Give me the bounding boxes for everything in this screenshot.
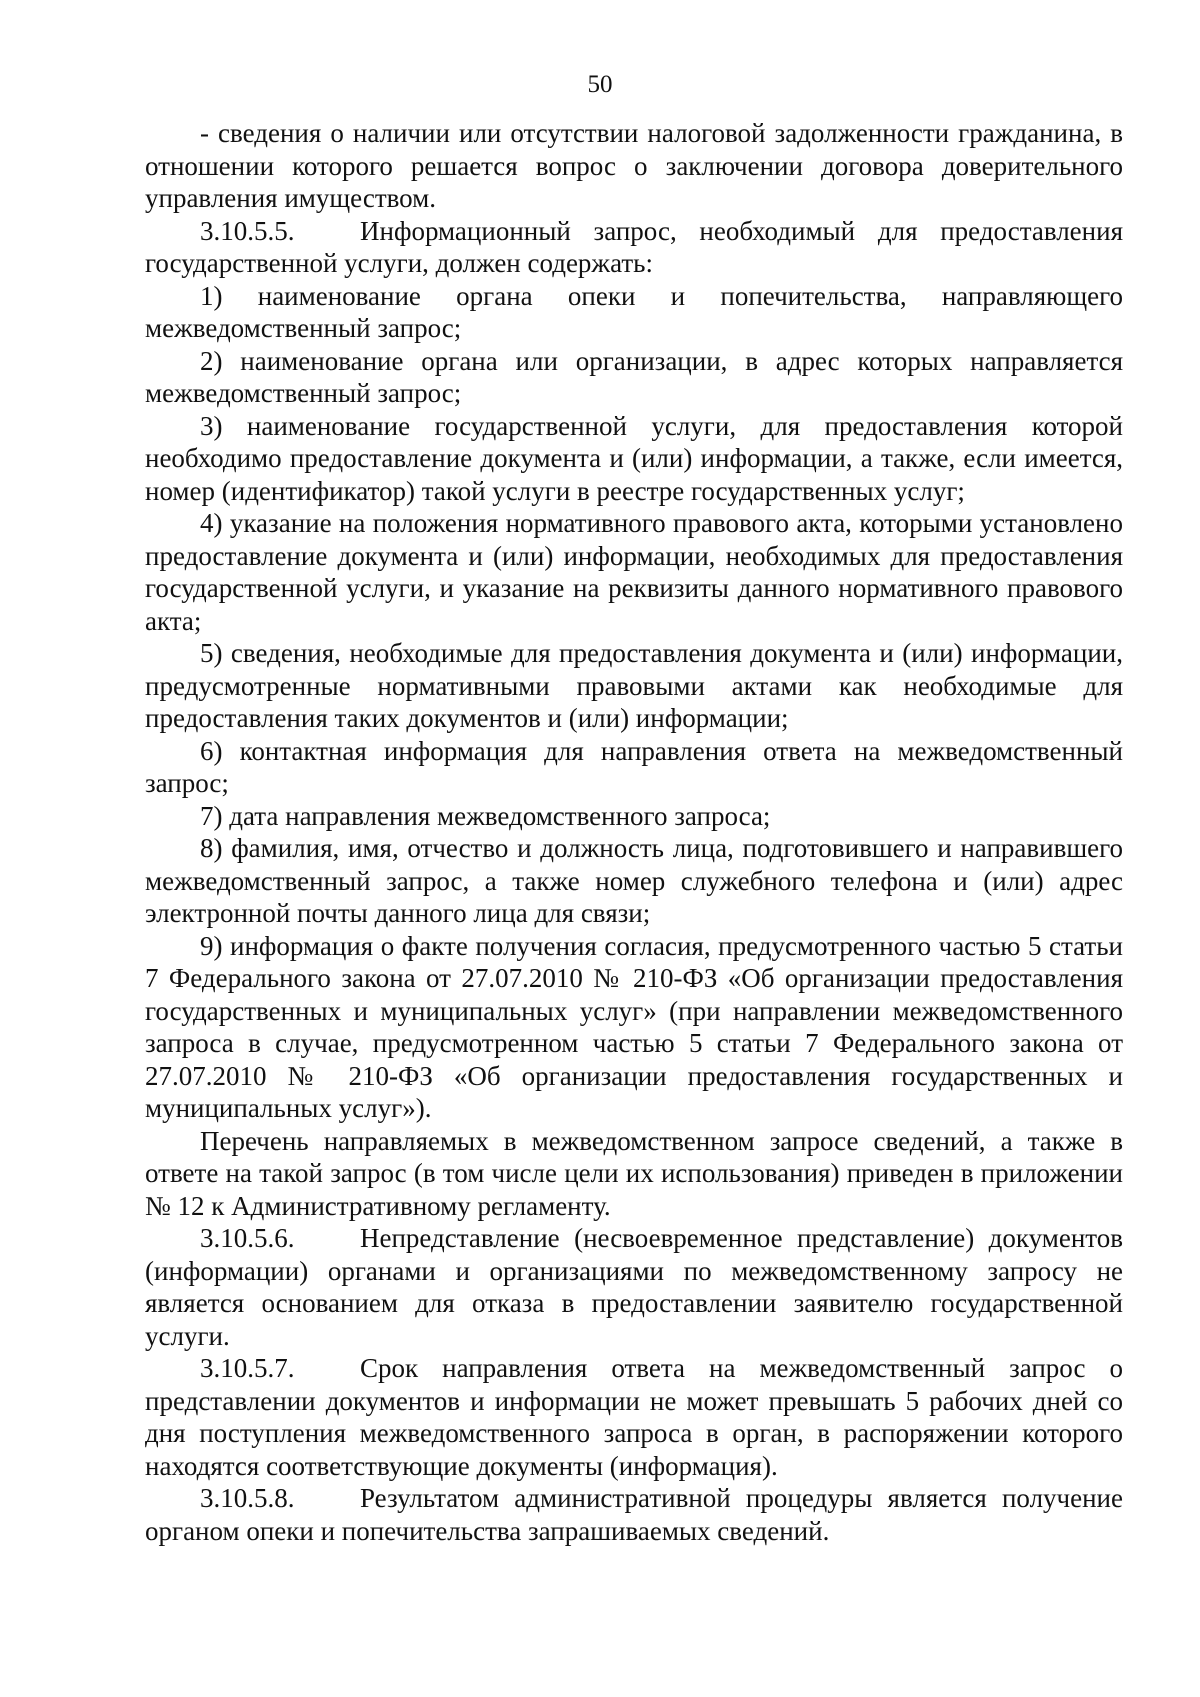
clause-3-10-5-7 <box>145 1352 1123 1482</box>
list-item-9 <box>145 930 1123 1125</box>
paragraph-text: Перечень направляемых в межведомственном запросе сведений, а также в ответе на такой запрос (в том числе цели их использования) приведен в приложении № 12 к Административному регламенту. <box>145 1125 1123 1221</box>
paragraph-text: 8) фамилия, имя, отчество и должность лица, подготовившего и направившего межведомственный запрос, а также номер служебного телефона и (или) адрес электронной почты данного лица для связи; <box>145 833 1123 928</box>
paragraph-text: 7) дата направления межведомственного запроса; <box>200 800 771 831</box>
document-body <box>145 117 1123 1547</box>
paragraph-text: Срок направления ответа на межведомственный запрос о представлении документов и информации не может превышать 5 рабочих дней со дня поступления межведомственного запроса в орган, в распоряжении которого находятся соответствующие документы (информация). <box>145 1353 1123 1481</box>
page-number: 50 <box>587 71 613 98</box>
clause-number: 3.10.5.7. <box>200 1353 295 1383</box>
paragraph-text: 3) наименование государственной услуги, для предоставления которой необходимо предоставление документа и (или) информации, а также, если имеется, номер (идентификатор) такой услуги в реестре государственных услуг; <box>145 410 1123 506</box>
list-item-5 <box>145 637 1123 735</box>
list-item-3 <box>145 410 1123 508</box>
clause-number: 3.10.5.5. <box>200 215 295 246</box>
list-item-4 <box>145 507 1123 637</box>
clause-3-10-5-6 <box>145 1222 1123 1352</box>
list-item-2 <box>145 345 1123 410</box>
paragraph-text: Непредставление (несвоевременное представление) документов (информации) органами и организациями по межведомственному запросу не является основанием для отказа в предоставлении заявителю государственной услуги. <box>145 1223 1123 1351</box>
paragraph-text: 1) наименование органа опеки и попечительства, направляющего межведомственный запрос; <box>145 280 1123 343</box>
paragraph-text: 2) наименование органа или организации, в адрес которых направляется межведомственный запрос; <box>145 345 1123 408</box>
list-item-1 <box>145 280 1123 345</box>
paragraph-text: 9) информация о факте получения согласия, предусмотренного частью 5 статьи 7 Федерального закона от 27.07.2010 № 210-ФЗ «Об организации предоставления государственных и муниципальных услуг» (при направлении межведомственного запроса в случае, предусмотренном частью 5 статьи 7 Федерального закона от 27.07.2010 № 210-ФЗ «Об организации предоставления государственных и муниципальных услуг»). <box>145 930 1123 1123</box>
list-item-7 <box>145 800 1123 833</box>
clause-number: 3.10.5.8. <box>200 1483 295 1513</box>
paragraph-tax-debt <box>145 117 1123 215</box>
clause-3-10-5-8 <box>145 1482 1123 1547</box>
paragraph-text: 6) контактная информация для направления ответа на межведомственный запрос; <box>145 735 1123 798</box>
list-item-6 <box>145 735 1123 800</box>
paragraph-text: Информационный запрос, необходимый для предоставления государственной услуги, должен содержать: <box>145 215 1123 278</box>
paragraph-text: Результатом административной процедуры является получение органом опеки и попечительства запрашиваемых сведений. <box>145 1483 1123 1546</box>
paragraph-list-of-info <box>145 1125 1123 1223</box>
clause-3-10-5-5 <box>145 215 1123 280</box>
clause-number: 3.10.5.6. <box>200 1223 295 1253</box>
list-item-8 <box>145 832 1123 930</box>
paragraph-text: 5) сведения, необходимые для предоставления документа и (или) информации, предусмотренные нормативными правовыми актами как необходимые для предоставления таких документов и (или) информации; <box>145 638 1123 733</box>
paragraph-text: - сведения о наличии или отсутствии налоговой задолженности гражданина, в отношении которого решается вопрос о заключении договора доверительного управления имуществом. <box>145 118 1123 213</box>
paragraph-text: 4) указание на положения нормативного правового акта, которыми установлено предоставление документа и (или) информации, необходимых для предоставления государственной услуги, и указание на реквизиты данного нормативного правового акта; <box>145 508 1123 636</box>
